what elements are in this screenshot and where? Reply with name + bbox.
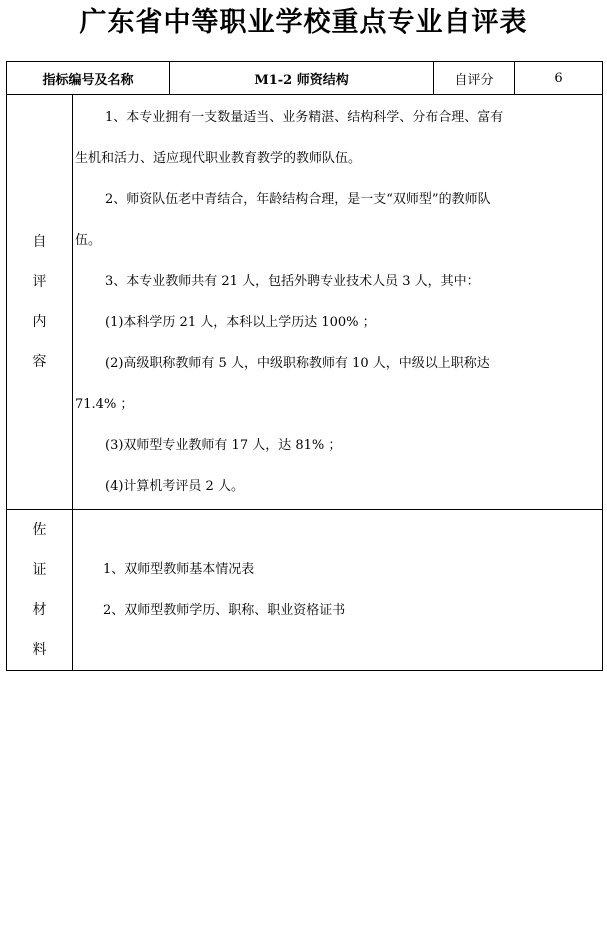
self-eval-form <box>6 61 603 671</box>
paragraph: 生机和活力、适应现代职业教育教学的教师队伍。 <box>75 151 362 166</box>
side-char: 料 <box>32 642 47 658</box>
score-value: 6 <box>515 62 603 95</box>
evidence-item: 2、双师型教师学历、职称、职业资格证书 <box>103 603 346 618</box>
paragraph: (3)双师型专业教师有 17 人，达 81% ； <box>105 438 342 453</box>
paragraph: 伍。 <box>75 233 102 248</box>
side-char: 自 <box>32 234 47 250</box>
indicator-label: 指标编号及名称 <box>7 62 170 95</box>
self-eval-side-label <box>7 95 73 510</box>
self-eval-row <box>7 95 603 510</box>
paragraph: (1)本科学历 21 人，本科以上学历达 100% ； <box>105 315 376 330</box>
paragraph: 2、师资队伍老中青结合，年龄结构合理，是一支“双师型”的教师队 <box>105 192 491 207</box>
evidence-row <box>7 510 603 671</box>
side-char: 佐 <box>32 522 47 538</box>
header-row <box>7 62 603 95</box>
paragraph: (2)高级职称教师有 5 人，中级职称教师有 10 人，中级以上职称达 <box>105 356 490 371</box>
side-char: 材 <box>32 602 47 618</box>
indicator-value: M1-2 师资结构 <box>170 62 434 95</box>
score-label: 自评分 <box>434 62 515 95</box>
side-char: 证 <box>32 562 47 578</box>
page-title: 广东省中等职业学校重点专业自评表 <box>79 7 528 38</box>
paragraph: 3、本专业教师共有 21 人，包括外聘专业技术人员 3 人，其中： <box>105 274 480 289</box>
self-eval-content <box>73 95 603 510</box>
side-char: 内 <box>32 314 47 330</box>
evidence-item: 1、双师型教师基本情况表 <box>103 562 255 577</box>
side-char: 评 <box>32 274 47 290</box>
evidence-content <box>73 510 603 671</box>
side-char: 容 <box>32 354 47 370</box>
evidence-side-label <box>7 510 73 671</box>
paragraph: 71.4% ； <box>75 397 134 412</box>
paragraph: (4)计算机考评员 2 人。 <box>105 479 244 494</box>
paragraph: 1、本专业拥有一支数量适当、业务精湛、结构科学、分布合理、富有 <box>105 110 504 125</box>
